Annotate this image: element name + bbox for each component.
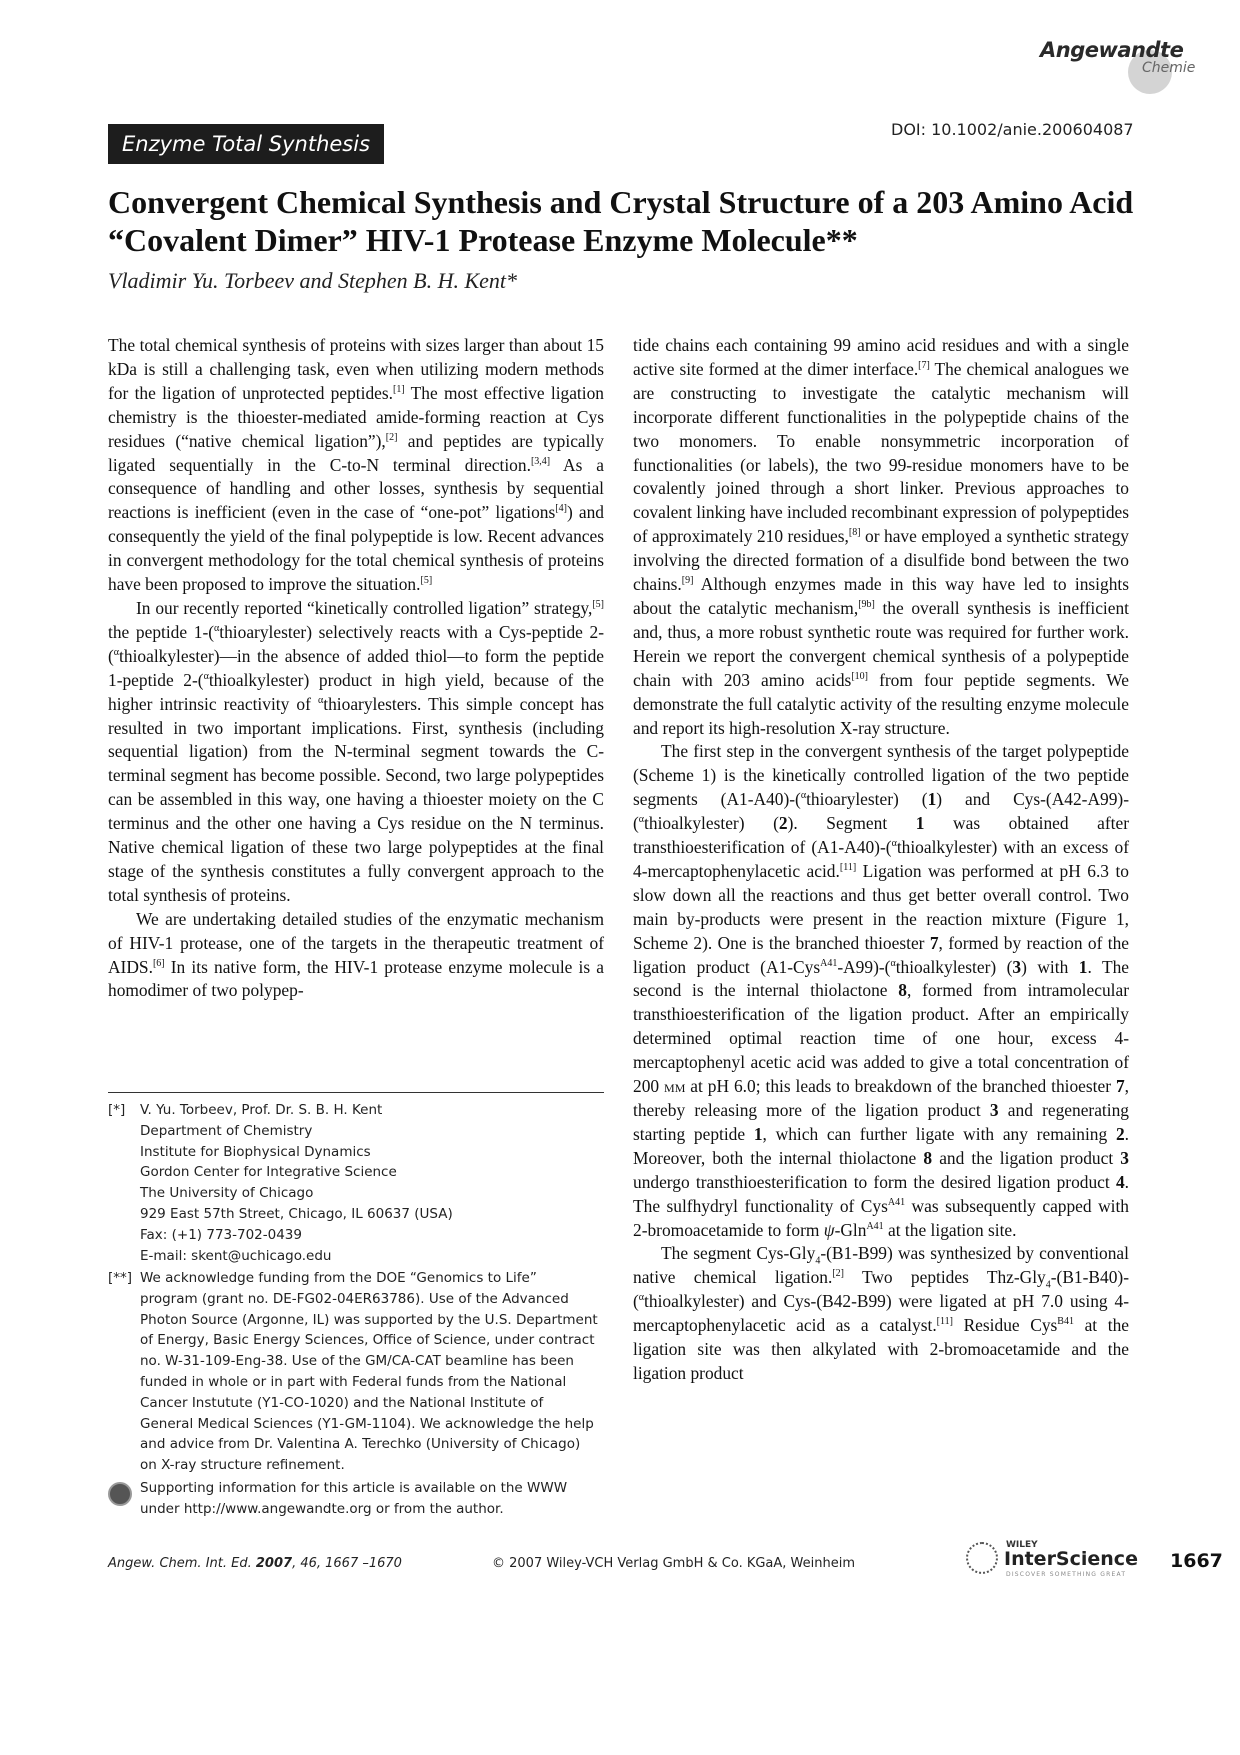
footnote-line: 929 East 57th Street, Chicago, IL 60637 (USA) [140,1205,453,1222]
footnote-line: Photon Source (Argonne, IL) was supported by the U.S. Department [140,1311,598,1328]
footnote-line: no. W-31-109-Eng-38. Use of the GM/CA-CAT beamline has been [140,1353,574,1370]
citation-journal: Angew. Chem. Int. Ed. [108,1556,252,1571]
journal-logo-text: Angewandte [1040,38,1184,62]
body-paragraph: The segment Cys-Gly$_4$-(B1-B99) was synthesized by conventional native chemical ligation.[2] Two peptides Thz-Gly$_4$-(B1-B40)-($^\alpha$thioalkylester) and Cys-(B42-B99) were ligated at pH 7.0 using 4-mercaptophenylacetic acid as a catalyst.[11] Residue Cys$^{B41}$ at the ligation site was then alkylated with 2-bromoacetamide and the ligation product [633,1243,1129,1383]
footnote-line: Gordon Center for Integrative Science [140,1164,397,1181]
footnote-line: of Energy, Basic Energy Sciences, Office of Science, under contract [140,1332,595,1349]
footnote-divider [108,1092,604,1093]
publisher-tagline: DISCOVER SOMETHING GREAT [1006,1571,1127,1578]
body-paragraph: In our recently reported “kinetically controlled ligation” strategy,[5] the peptide 1-($^\alpha$thioarylester) selectively reacts with a Cys-peptide 2-($^\alpha$thioalkylester)—in the absence of added thiol—to form the peptide 1-peptide 2-($^\alpha$thioalkylester) product in high yield, because of the higher intrinsic reactivity of $^\alpha$thioarylesters. This simple concept has resulted in two important implications. First, synthesis (including sequential ligation) from the N-terminal segment towards the C-terminal segment has become possible. Second, two large polypeptides can be assembled in this way, one having a thioester moiety on the C terminus and the other one having a Cys residue on the N terminus. Native chemical ligation of these two large polypeptides at the final stage of the synthesis constitutes a fully convergent approach to the total synthesis of proteins. [108,597,604,905]
footnote-mark: [**] [108,1270,133,1286]
footnote-line: on X-ray structure refinement. [140,1457,345,1474]
interscience-logo [966,1540,1161,1580]
footnote-line: General Medical Sciences (Y1-GM-1104). We acknowledge the help [140,1415,594,1432]
body-column-right [633,334,1129,1386]
section-banner: Enzyme Total Synthesis [108,124,384,164]
acknowledgement-footnote [108,1268,608,1476]
doi: DOI: 10.1002/anie.200604087 [891,120,1134,139]
footer-citation [108,1556,402,1571]
footnote-line: V. Yu. Torbeev, Prof. Dr. S. B. H. Kent [140,1102,383,1118]
supporting-info-link[interactable]: under http://www.angewandte.org or from the author. [140,1500,504,1517]
body-paragraph: The total chemical synthesis of proteins with sizes larger than about 15 kDa is still a challenging task, even when utilizing modern methods for the ligation of unprotected peptides.[1] The most effective ligation chemistry is the thioester-mediated amide-forming reaction at Cys residues (“native chemical ligation”),[2] and peptides are typically ligated sequentially in the C-to-N terminal direction.[3,4] As a consequence of handling and other losses, synthesis by sequential reactions is inefficient (even in the case of “one-pot” ligations[4]) and consequently the yield of the final polypeptide is low. Recent advances in convergent methodology for the total chemical synthesis of proteins have been proposed to improve the situation.[5] [108,335,605,595]
publisher-small-text: WILEY [1006,1540,1038,1550]
supporting-info-icon [108,1482,132,1506]
article-title: Convergent Chemical Synthesis and Crystal Structure of a 203 Amino Acid “Covalent Dimer” HIV-1 Protease Enzyme Molecule** [108,184,1134,258]
footnote-line: Cancer Instutute (Y1-CO-1020) and the National Institute of [140,1394,544,1411]
footnote-line: We acknowledge funding from the DOE “Genomics to Life” [140,1270,537,1286]
globe-icon [966,1542,998,1574]
citation-volume-pages: , 46, 1667 –1670 [292,1556,402,1571]
page-number: 1667 [1170,1550,1223,1572]
footnote-mark: [*] [108,1102,126,1118]
journal-logo-subtext: Chemie [1142,60,1196,76]
citation-year: 2007 [255,1556,293,1571]
email-link[interactable]: E-mail: skent@uchicago.edu [140,1247,332,1264]
footnote-line: Supporting information for this article is available on the WWW [140,1480,568,1496]
footnote-line: program (grant no. DE-FG02-04ER63786). Use of the Advanced [140,1290,569,1307]
journal-logo [1040,32,1230,92]
footnote-line: funded in whole or in part with Federal funds from the National [140,1373,567,1390]
body-paragraph: We are undertaking detailed studies of the enzymatic mechanism of HIV-1 protease, one of the targets in the therapeutic treatment of AIDS.[6] In its native form, the HIV-1 protease enzyme molecule is a homodimer of two polypep- [108,908,604,1001]
body-paragraph: tide chains each containing 99 amino acid residues and with a single active site formed at the dimer interface.[7] The chemical analogues we are constructing to investigate the catalytic mechanism will incorporate different functionalities in the polypeptide chains of the two monomers. To enable nonsymmetric incorporation of functionalities (or labels), the two 99-residue monomers have to be covalently joined through a short linker. Previous approaches to covalent linking have included recombinant expression of polypeptides of approximately 210 residues,[8] or have employed a synthetic strategy involving the directed formation of a disulfide bond between the two chains.[9] Although enzymes made in this way have led to insights about the catalytic mechanism,[9b] the overall synthesis is inefficient and, thus, a more robust synthetic route was required for further work. Herein we report the convergent chemical synthesis of a polypeptide chain with 203 amino acids[10] from four peptide segments. We demonstrate the full catalytic activity of the resulting enzyme molecule and report its high-resolution X-ray structure. [633,335,1129,738]
footnote-line: The University of Chicago [140,1185,314,1202]
body-paragraph: The first step in the convergent synthesis of the target polypeptide (Scheme 1) is the kinetically controlled ligation of the two peptide segments (A1-A40)-($^\alpha$thioarylester) (1) and Cys-(A42-A99)-($^\alpha$thioalkylester) (2). Segment 1 was obtained after transthioesterification of (A1-A40)-($^\alpha$thioalkylester) with an excess of 4-mercaptophenylacetic acid.[11] Ligation was performed at pH 6.3 to slow down all the reactions and thus get better overall control. Two main by-products were present in the reaction mixture (Figure 1, Scheme 2). One is the branched thioester 7, formed by reaction of the ligation product (A1-Cys$^{A41}$-A99)-($^\alpha$thioalkylester) (3) with 1. The second is the internal thiolactone 8, formed from intramolecular transthioesterification of the ligation product. After an empirically determined optimal reaction time of one hour, excess 4-mercaptophenyl acetic acid was added to give a total concentration of 200 mm at pH 6.0; this leads to breakdown of the branched thioester 7, thereby releasing more of the ligation product 3 and regenerating starting peptide 1, which can further ligate with any remaining 2. Moreover, both the internal thiolactone 8 and the ligation product 3 undergo transthioesterification to form the desired ligation product 4. The sulfhydryl functionality of Cys$^{A41}$ was subsequently capped with 2-bromoacetamide to form ψ-Gln$^{A41}$ at the ligation site. [633,741,1130,1240]
body-column-left [108,334,604,1003]
footer-copyright: © 2007 Wiley-VCH Verlag GmbH & Co. KGaA, Weinheim [492,1556,856,1571]
affiliation-footnote [108,1100,608,1266]
supporting-info-footnote [108,1478,608,1520]
footnote-line: Fax: (+1) 773-702-0439 [140,1226,302,1243]
article-authors: Vladimir Yu. Torbeev and Stephen B. H. Kent* [108,268,518,293]
publisher-logo-text: InterScience [1004,1548,1138,1570]
footnote-line: and advice from Dr. Valentina A. Terechko (University of Chicago) [140,1436,581,1453]
footnote-line: Institute for Biophysical Dynamics [140,1143,371,1160]
footnote-line: Department of Chemistry [140,1122,313,1139]
